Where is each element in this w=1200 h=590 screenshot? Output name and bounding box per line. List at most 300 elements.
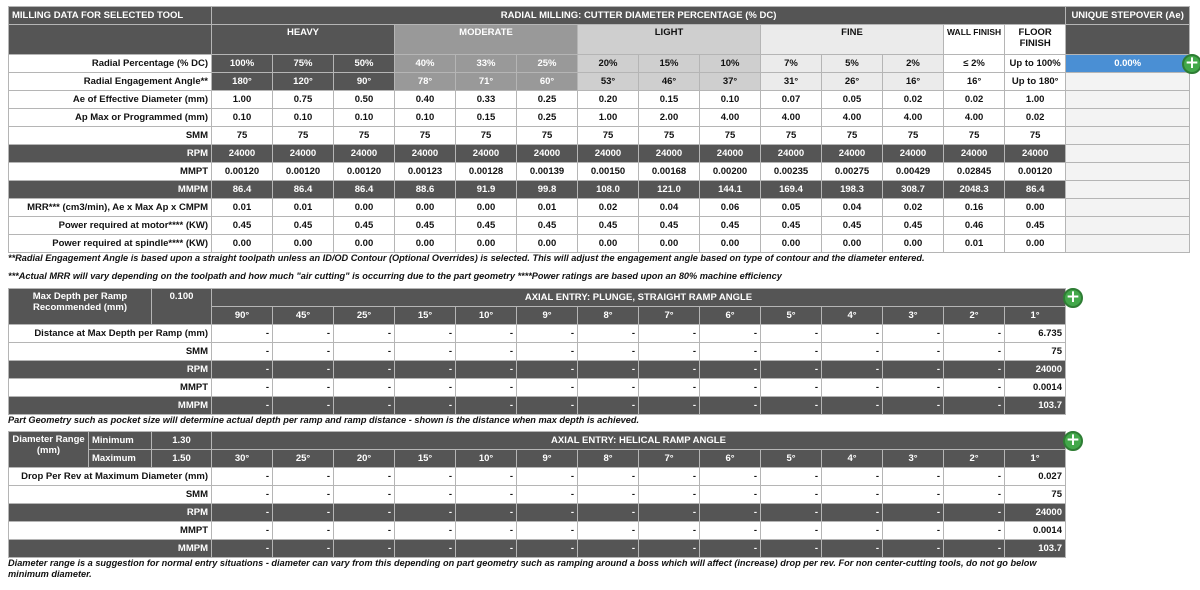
milling-row — [9, 145, 1190, 163]
milling-cell: 24000 — [1005, 145, 1066, 163]
empty-cell: - — [212, 397, 273, 415]
milling-cell: 24000 — [944, 145, 1005, 163]
empty-cell: - — [944, 397, 1005, 415]
angle-header: 7° — [639, 307, 700, 325]
milling-cell: 0.00 — [761, 235, 822, 253]
milling-cell: 0.05 — [761, 199, 822, 217]
empty-cell: - — [639, 397, 700, 415]
milling-cell: 75 — [1005, 127, 1066, 145]
empty-cell: - — [273, 343, 334, 361]
group-fine: FINE — [761, 25, 944, 55]
milling-cell: 108.0 — [578, 181, 639, 199]
empty-cell: - — [273, 486, 334, 504]
milling-cell: 0.20 — [578, 91, 639, 109]
milling-cell: 0.45 — [883, 217, 944, 235]
empty-cell: - — [944, 468, 1005, 486]
milling-cell: 0.00 — [334, 199, 395, 217]
empty-cell: - — [700, 468, 761, 486]
milling-cell: 0.45 — [700, 217, 761, 235]
milling-cell: 0.00 — [395, 199, 456, 217]
empty-cell: - — [639, 379, 700, 397]
milling-row — [9, 199, 1190, 217]
angle-header: 6° — [700, 450, 761, 468]
milling-cell: 0.45 — [822, 217, 883, 235]
stepover-cell — [1066, 127, 1190, 145]
milling-cell: 0.15 — [456, 109, 517, 127]
milling-cell: 100% — [212, 55, 273, 73]
empty-cell: - — [456, 486, 517, 504]
empty-cell: - — [273, 379, 334, 397]
row-label: MMPT — [9, 163, 212, 181]
milling-cell: 0.00 — [456, 235, 517, 253]
angle-header: 4° — [822, 450, 883, 468]
stepover-cell — [1066, 73, 1190, 91]
angle-header: 25° — [334, 307, 395, 325]
angle-header: 90° — [212, 307, 273, 325]
max-depth-value: 0.100 — [152, 289, 212, 325]
empty-cell: - — [883, 486, 944, 504]
empty-cell: - — [761, 504, 822, 522]
empty-cell: - — [517, 522, 578, 540]
empty-cell: - — [456, 343, 517, 361]
milling-cell: 0.00 — [1005, 199, 1066, 217]
milling-cell: 0.00120 — [334, 163, 395, 181]
milling-cell: 78° — [395, 73, 456, 91]
milling-cell: 308.7 — [883, 181, 944, 199]
empty-cell: - — [395, 361, 456, 379]
milling-cell: 0.10 — [334, 109, 395, 127]
milling-cell: 53° — [578, 73, 639, 91]
milling-cell: 0.00150 — [578, 163, 639, 181]
angle-header: 15° — [395, 307, 456, 325]
empty-cell: - — [944, 486, 1005, 504]
milling-cell: 0.02 — [944, 91, 1005, 109]
add-stepover-icon[interactable]: + — [1182, 54, 1200, 74]
angle-header: 30° — [212, 450, 273, 468]
angle-header: 3° — [883, 450, 944, 468]
milling-cell: 0.02 — [883, 91, 944, 109]
empty-cell: - — [273, 522, 334, 540]
angle-header: 20° — [334, 450, 395, 468]
milling-cell: 0.45 — [1005, 217, 1066, 235]
milling-cell: 0.02 — [883, 199, 944, 217]
milling-cell: 15% — [639, 55, 700, 73]
milling-row — [9, 235, 1190, 253]
milling-cell: ≤ 2% — [944, 55, 1005, 73]
empty-cell: - — [883, 504, 944, 522]
empty-cell: - — [822, 343, 883, 361]
milling-cell: 26° — [822, 73, 883, 91]
add-helical-icon[interactable]: + — [1063, 431, 1083, 451]
milling-row — [9, 91, 1190, 109]
milling-cell: 0.45 — [395, 217, 456, 235]
milling-cell: 2.00 — [639, 109, 700, 127]
milling-cell: 169.4 — [761, 181, 822, 199]
milling-cell: 0.50 — [334, 91, 395, 109]
angle-header: 5° — [761, 450, 822, 468]
milling-cell: 86.4 — [212, 181, 273, 199]
empty-cell: - — [395, 325, 456, 343]
helical-row — [9, 540, 1066, 558]
milling-cell: 0.02 — [1005, 109, 1066, 127]
angle-header: 8° — [578, 450, 639, 468]
milling-cell: 50% — [334, 55, 395, 73]
diameter-range-label: Diameter Range (mm) — [9, 432, 89, 468]
milling-cell: 0.06 — [700, 199, 761, 217]
angle-header: 5° — [761, 307, 822, 325]
empty-cell: - — [273, 325, 334, 343]
milling-cell: 0.00120 — [212, 163, 273, 181]
ramp-row — [9, 379, 1066, 397]
empty-cell: - — [212, 504, 273, 522]
milling-cell: 144.1 — [700, 181, 761, 199]
milling-cell: 0.00275 — [822, 163, 883, 181]
empty-cell: - — [944, 343, 1005, 361]
empty-cell: - — [883, 325, 944, 343]
ramp-row — [9, 343, 1066, 361]
milling-row — [9, 163, 1190, 181]
diameter-min-label: Minimum — [89, 432, 152, 450]
milling-cell: Up to 180° — [1005, 73, 1066, 91]
empty-cell: - — [456, 468, 517, 486]
angle-header: 15° — [395, 450, 456, 468]
max-depth-label: Max Depth per Ramp Recommended (mm) — [9, 289, 152, 325]
stepover-cell — [1066, 109, 1190, 127]
milling-cell: 180° — [212, 73, 273, 91]
empty-cell: - — [639, 325, 700, 343]
helical-row — [9, 522, 1066, 540]
empty-cell: - — [212, 468, 273, 486]
milling-cell: 24000 — [517, 145, 578, 163]
milling-cell: 0.75 — [273, 91, 334, 109]
empty-cell: - — [639, 361, 700, 379]
straight-ramp-table — [8, 288, 1066, 415]
empty-cell: - — [517, 361, 578, 379]
milling-cell: 0.00429 — [883, 163, 944, 181]
ramp-row — [9, 397, 1066, 415]
empty-cell: - — [334, 468, 395, 486]
row-label: Ap Max or Programmed (mm) — [9, 109, 212, 127]
row-label: Drop Per Rev at Maximum Diameter (mm) — [9, 468, 212, 486]
empty-cell: - — [578, 468, 639, 486]
milling-cell: 24000 — [822, 145, 883, 163]
milling-cell: 0.45 — [273, 217, 334, 235]
row-label: SMM — [9, 127, 212, 145]
milling-cell: 0.25 — [517, 91, 578, 109]
empty-cell: - — [517, 343, 578, 361]
milling-cell: 0.00 — [456, 199, 517, 217]
milling-cell: 24000 — [273, 145, 334, 163]
stepover-cell — [1066, 91, 1190, 109]
milling-cell: 0.46 — [944, 217, 1005, 235]
milling-cell: 75 — [273, 127, 334, 145]
milling-cell: 0.00 — [578, 235, 639, 253]
empty-cell: - — [700, 522, 761, 540]
milling-cell: 75 — [883, 127, 944, 145]
angle-header: 1° — [1005, 307, 1066, 325]
empty-cell: - — [273, 397, 334, 415]
mrr-power-note: ***Actual MRR will vary depending on the toolpath and how much "air cutting" is occurring due to the part geometry ****Power ratings are based upon an 80% machine efficiency — [8, 271, 782, 281]
milling-cell: 1.00 — [1005, 91, 1066, 109]
milling-cell: 0.00200 — [700, 163, 761, 181]
milling-cell: 0.45 — [212, 217, 273, 235]
ramp-row — [9, 361, 1066, 379]
row-label: Radial Percentage (% DC) — [9, 55, 212, 73]
empty-cell: - — [761, 325, 822, 343]
milling-cell: 31° — [761, 73, 822, 91]
angle-header: 25° — [273, 450, 334, 468]
empty-cell: - — [883, 468, 944, 486]
helical-ramp-title: AXIAL ENTRY: HELICAL RAMP ANGLE — [212, 432, 1066, 450]
milling-cell: 75 — [334, 127, 395, 145]
stepover-header-spacer — [1066, 25, 1190, 55]
empty-cell: - — [456, 379, 517, 397]
empty-cell: - — [761, 397, 822, 415]
angle-header: 3° — [883, 307, 944, 325]
empty-cell: - — [517, 397, 578, 415]
empty-cell: - — [761, 486, 822, 504]
milling-cell: 0.00128 — [456, 163, 517, 181]
value-cell: 0.0014 — [1005, 522, 1066, 540]
stepover-cell — [1066, 235, 1190, 253]
empty-cell: - — [456, 522, 517, 540]
empty-cell: - — [700, 361, 761, 379]
value-cell: 75 — [1005, 343, 1066, 361]
empty-cell: - — [761, 468, 822, 486]
empty-cell: - — [456, 397, 517, 415]
empty-cell: - — [944, 504, 1005, 522]
empty-cell: - — [700, 379, 761, 397]
milling-cell: 86.4 — [1005, 181, 1066, 199]
empty-cell: - — [822, 397, 883, 415]
angle-header: 6° — [700, 307, 761, 325]
empty-cell: - — [334, 504, 395, 522]
milling-cell: 0.00 — [822, 235, 883, 253]
diameter-min-value[interactable]: 1.30 — [152, 432, 212, 450]
milling-cell: 75 — [639, 127, 700, 145]
milling-cell: 99.8 — [517, 181, 578, 199]
milling-cell: 90° — [334, 73, 395, 91]
empty-cell: - — [212, 361, 273, 379]
group-header-spacer — [9, 25, 212, 55]
empty-cell: - — [334, 486, 395, 504]
row-label: Power required at motor**** (KW) — [9, 217, 212, 235]
empty-cell: - — [395, 468, 456, 486]
row-label: Ae of Effective Diameter (mm) — [9, 91, 212, 109]
milling-cell: 75 — [700, 127, 761, 145]
empty-cell: - — [761, 540, 822, 558]
value-cell: 6.735 — [1005, 325, 1066, 343]
empty-cell: - — [212, 486, 273, 504]
row-label: RPM — [9, 361, 212, 379]
milling-cell: 0.01 — [517, 199, 578, 217]
group-moderate: MODERATE — [395, 25, 578, 55]
milling-cell: 16° — [944, 73, 1005, 91]
milling-row — [9, 127, 1190, 145]
empty-cell: - — [395, 486, 456, 504]
milling-cell: 60° — [517, 73, 578, 91]
angle-header: 2° — [944, 307, 1005, 325]
empty-cell: - — [822, 468, 883, 486]
row-label: Distance at Max Depth per Ramp (mm) — [9, 325, 212, 343]
milling-cell: 46° — [639, 73, 700, 91]
milling-cell: 121.0 — [639, 181, 700, 199]
empty-cell: - — [822, 379, 883, 397]
angle-header: 1° — [1005, 450, 1066, 468]
empty-cell: - — [578, 397, 639, 415]
add-ramp-icon[interactable]: + — [1063, 288, 1083, 308]
milling-cell: 4.00 — [822, 109, 883, 127]
group-floor-finish: FLOOR FINISH — [1005, 25, 1066, 55]
milling-cell: 0.00 — [1005, 235, 1066, 253]
milling-cell: 0.10 — [395, 109, 456, 127]
milling-cell: 0.00 — [395, 235, 456, 253]
milling-cell: 0.00120 — [273, 163, 334, 181]
row-label: MMPT — [9, 522, 212, 540]
empty-cell: - — [395, 504, 456, 522]
empty-cell: - — [639, 486, 700, 504]
milling-row — [9, 181, 1190, 199]
group-heavy: HEAVY — [212, 25, 395, 55]
empty-cell: - — [700, 540, 761, 558]
milling-cell: 0.02845 — [944, 163, 1005, 181]
milling-cell: 0.00123 — [395, 163, 456, 181]
empty-cell: - — [883, 397, 944, 415]
milling-cell: 0.16 — [944, 199, 1005, 217]
milling-cell: 2048.3 — [944, 181, 1005, 199]
row-label: SMM — [9, 343, 212, 361]
empty-cell: - — [578, 361, 639, 379]
unique-stepover-input[interactable]: 0.00% — [1066, 55, 1190, 73]
milling-row — [9, 73, 1190, 91]
empty-cell: - — [578, 486, 639, 504]
milling-cell: 24000 — [334, 145, 395, 163]
empty-cell: - — [395, 522, 456, 540]
empty-cell: - — [334, 325, 395, 343]
milling-cell: 75 — [456, 127, 517, 145]
empty-cell: - — [700, 397, 761, 415]
empty-cell: - — [822, 325, 883, 343]
milling-row — [9, 109, 1190, 127]
empty-cell: - — [395, 397, 456, 415]
angle-header: 9° — [517, 450, 578, 468]
milling-cell: 86.4 — [334, 181, 395, 199]
empty-cell: - — [578, 379, 639, 397]
milling-cell: 75 — [578, 127, 639, 145]
stepover-cell — [1066, 217, 1190, 235]
milling-cell: 0.00 — [517, 235, 578, 253]
empty-cell: - — [639, 468, 700, 486]
milling-cell: 24000 — [700, 145, 761, 163]
value-cell: 0.0014 — [1005, 379, 1066, 397]
milling-cell: 0.00168 — [639, 163, 700, 181]
row-label: MMPM — [9, 181, 212, 199]
row-label: MRR*** (cm3/min), Ae x Max Ap x CMPM — [9, 199, 212, 217]
angle-header: 10° — [456, 450, 517, 468]
value-cell: 103.7 — [1005, 397, 1066, 415]
milling-row — [9, 55, 1190, 73]
angle-header: 45° — [273, 307, 334, 325]
milling-cell: 1.00 — [212, 91, 273, 109]
diameter-max-value[interactable]: 1.50 — [152, 450, 212, 468]
milling-cell: 0.04 — [822, 199, 883, 217]
milling-cell: 24000 — [456, 145, 517, 163]
value-cell: 75 — [1005, 486, 1066, 504]
stepover-cell — [1066, 163, 1190, 181]
row-label: RPM — [9, 145, 212, 163]
empty-cell: - — [212, 343, 273, 361]
angle-header: 10° — [456, 307, 517, 325]
empty-cell: - — [273, 361, 334, 379]
empty-cell: - — [517, 486, 578, 504]
ramp-geometry-note: Part Geometry such as pocket size will determine actual depth per ramp and ramp distance - shown is the distance when max depth is achieved. — [8, 415, 640, 425]
engagement-angle-note: **Radial Engagement Angle is based upon a straight toolpath unless an ID/OD Contour (Optional Overrides) is selected. This will adjust the engagement angle based on type of contour and the diameter entered. — [8, 253, 925, 263]
value-cell: 0.027 — [1005, 468, 1066, 486]
milling-cell: 0.00 — [334, 235, 395, 253]
stepover-cell — [1066, 145, 1190, 163]
empty-cell: - — [761, 379, 822, 397]
empty-cell: - — [700, 325, 761, 343]
milling-cell: 4.00 — [883, 109, 944, 127]
empty-cell: - — [273, 468, 334, 486]
milling-cell: 75 — [517, 127, 578, 145]
radial-milling-title: RADIAL MILLING: CUTTER DIAMETER PERCENTAGE (% DC) — [212, 7, 1066, 25]
milling-cell: 0.00 — [700, 235, 761, 253]
empty-cell: - — [334, 522, 395, 540]
milling-cell: 0.45 — [761, 217, 822, 235]
milling-cell: 75 — [395, 127, 456, 145]
milling-cell: 7% — [761, 55, 822, 73]
value-cell: 103.7 — [1005, 540, 1066, 558]
empty-cell: - — [212, 522, 273, 540]
empty-cell: - — [578, 522, 639, 540]
milling-cell: 120° — [273, 73, 334, 91]
row-label: RPM — [9, 504, 212, 522]
milling-cell: 0.45 — [456, 217, 517, 235]
milling-cell: 37° — [700, 73, 761, 91]
row-label: MMPM — [9, 540, 212, 558]
empty-cell: - — [395, 540, 456, 558]
milling-cell: 24000 — [212, 145, 273, 163]
milling-cell: 0.02 — [578, 199, 639, 217]
milling-cell: 0.25 — [517, 109, 578, 127]
milling-row — [9, 217, 1190, 235]
milling-cell: 33% — [456, 55, 517, 73]
empty-cell: - — [456, 325, 517, 343]
milling-cell: 1.00 — [578, 109, 639, 127]
empty-cell: - — [883, 540, 944, 558]
milling-cell: 0.00139 — [517, 163, 578, 181]
group-light: LIGHT — [578, 25, 761, 55]
empty-cell: - — [944, 522, 1005, 540]
milling-cell: 16° — [883, 73, 944, 91]
milling-cell: 5% — [822, 55, 883, 73]
empty-cell: - — [273, 540, 334, 558]
helical-row — [9, 486, 1066, 504]
milling-cell: 4.00 — [700, 109, 761, 127]
empty-cell: - — [517, 504, 578, 522]
row-label: Radial Engagement Angle** — [9, 73, 212, 91]
angle-header: 7° — [639, 450, 700, 468]
empty-cell: - — [395, 343, 456, 361]
milling-cell: 88.6 — [395, 181, 456, 199]
milling-cell: 0.15 — [639, 91, 700, 109]
milling-cell: 0.01 — [944, 235, 1005, 253]
milling-cell: 4.00 — [944, 109, 1005, 127]
empty-cell: - — [639, 343, 700, 361]
helical-row — [9, 468, 1066, 486]
milling-cell: 24000 — [639, 145, 700, 163]
